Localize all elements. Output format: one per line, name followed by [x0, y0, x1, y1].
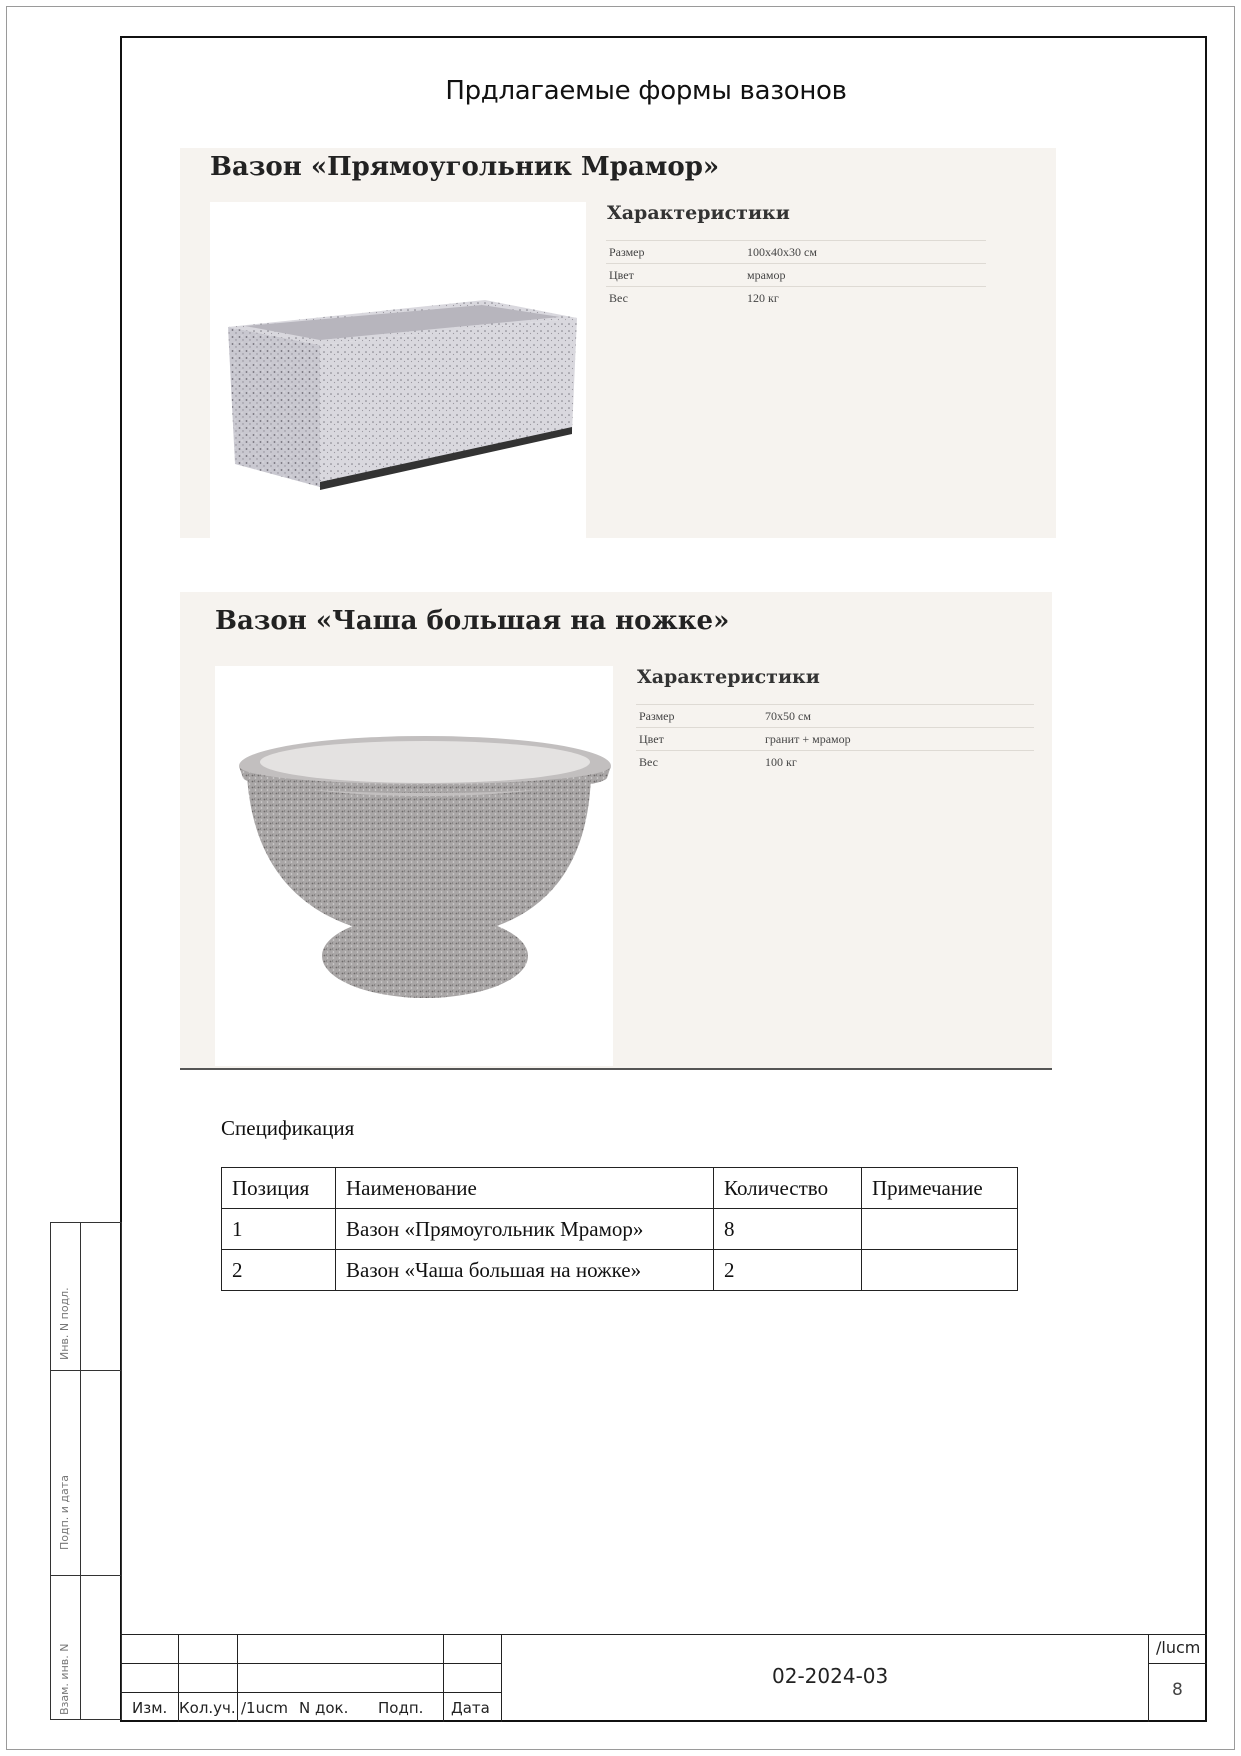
- char-value: 100 кг: [762, 751, 1034, 774]
- spec-cell: 2: [222, 1250, 336, 1291]
- char-value: 70x50 см: [762, 705, 1034, 728]
- page-title: Прдлагаемые формы вазонов: [445, 76, 847, 106]
- spec-caption: Спецификация: [221, 1116, 355, 1140]
- tb-label-list: /1ucm: [241, 1699, 288, 1717]
- spec-cell: Вазон «Чаша большая на ножке»: [336, 1250, 714, 1291]
- characteristics-table-1: [606, 240, 986, 309]
- spec-header: Позиция: [222, 1168, 336, 1209]
- product-photo-2: [215, 666, 613, 1066]
- tb-label-kol: Кол.уч.: [179, 1699, 236, 1717]
- spec-header: Наименование: [336, 1168, 714, 1209]
- char-value: мрамор: [744, 264, 986, 287]
- char-key: Вес: [636, 751, 762, 774]
- specification-table: [221, 1167, 1018, 1291]
- spec-header: Примечание: [862, 1168, 1018, 1209]
- tb-label-podp: Подп.: [378, 1699, 424, 1717]
- spec-header: Количество: [714, 1168, 862, 1209]
- product-photo-1: [210, 202, 586, 538]
- table-row: [222, 1250, 1018, 1291]
- sheet-cell-rule: [1148, 1663, 1207, 1664]
- title-block-col-2: [237, 1634, 238, 1722]
- side-label-2: Подп. и дата: [58, 1475, 71, 1550]
- spec-cell: [862, 1209, 1018, 1250]
- char-value: 120 кг: [744, 287, 986, 310]
- spec-cell: 2: [714, 1250, 862, 1291]
- product-card-2: [180, 592, 1052, 1070]
- sheet-number: 8: [1172, 1680, 1183, 1700]
- table-header-row: [222, 1168, 1018, 1209]
- table-row: [606, 264, 986, 287]
- document-code: 02-2024-03: [772, 1664, 889, 1688]
- bowl-planter-image: [215, 666, 613, 1066]
- product-card-1: [180, 148, 1056, 538]
- product-title-2: Вазон «Чаша большая на ножке»: [215, 606, 730, 636]
- char-value: 100x40x30 см: [744, 241, 986, 264]
- side-label-1: Инв. N подл.: [58, 1287, 71, 1360]
- characteristics-heading-2: Характеристики: [637, 666, 820, 688]
- char-key: Цвет: [606, 264, 744, 287]
- side-strip-sep-1: [50, 1370, 122, 1371]
- side-strip-sep-2: [50, 1575, 122, 1576]
- spec-cell: Вазон «Прямоугольник Мрамор»: [336, 1209, 714, 1250]
- table-row: [222, 1209, 1018, 1250]
- char-key: Вес: [606, 287, 744, 310]
- tb-label-izm: Изм.: [132, 1699, 168, 1717]
- table-row: [636, 728, 1034, 751]
- characteristics-heading-1: Характеристики: [607, 202, 790, 224]
- card-bottom-rule: [180, 1068, 1052, 1070]
- table-row: [636, 705, 1034, 728]
- title-block-col-5: [1148, 1634, 1149, 1722]
- spec-cell: [862, 1250, 1018, 1291]
- rectangular-planter-image: [210, 202, 586, 538]
- title-block-top-rule: [120, 1634, 1207, 1635]
- table-row: [636, 751, 1034, 774]
- title-block-col-3: [443, 1634, 444, 1722]
- table-row: [606, 241, 986, 264]
- table-row: [606, 287, 986, 310]
- side-strip-divider: [80, 1222, 81, 1720]
- tb-label-ndok: N док.: [299, 1699, 349, 1717]
- char-value: гранит + мрамор: [762, 728, 1034, 751]
- char-key: Цвет: [636, 728, 762, 751]
- tb-label-data: Дата: [451, 1699, 490, 1717]
- spec-cell: 8: [714, 1209, 862, 1250]
- characteristics-table-2: [636, 704, 1034, 773]
- char-key: Размер: [636, 705, 762, 728]
- spec-cell: 1: [222, 1209, 336, 1250]
- title-block-col-4: [501, 1634, 502, 1722]
- side-label-3: Взам. инв. N: [58, 1643, 71, 1715]
- char-key: Размер: [606, 241, 744, 264]
- sheet-label: /lucm: [1156, 1638, 1201, 1657]
- product-title-1: Вазон «Прямоугольник Мрамор»: [210, 152, 720, 182]
